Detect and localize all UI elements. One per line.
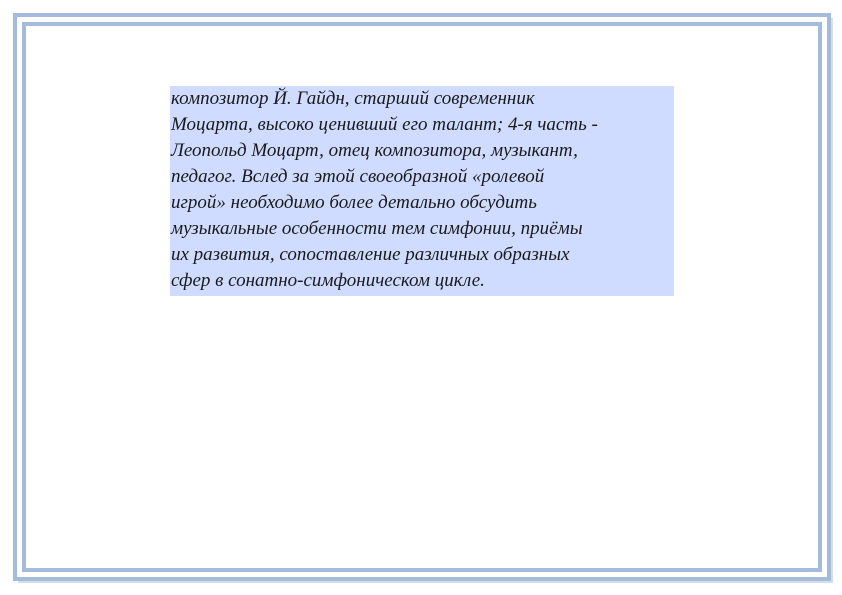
text-line: композитор Й. Гайдн, старший современник — [171, 88, 535, 109]
text-line: педагог. Вслед за этой своеобразной «ролевой — [171, 166, 545, 187]
text-line: музыкальные особенности тем симфонии, приёмы — [171, 218, 583, 239]
frame-shadow — [831, 18, 833, 583]
text-line: Леопольд Моцарт, отец композитора, музыкант, — [171, 140, 578, 161]
text-line: сфер в сонатно-симфоническом цикле. — [171, 270, 485, 291]
text-line: игрой» необходимо более детально обсудить — [171, 192, 537, 213]
highlighted-text-block — [170, 86, 674, 296]
frame-shadow — [18, 581, 833, 583]
text-line: их развития, сопоставление различных образных — [171, 244, 570, 265]
text-line: Моцарта, высоко ценивший его талант; 4-я часть - — [171, 114, 598, 135]
